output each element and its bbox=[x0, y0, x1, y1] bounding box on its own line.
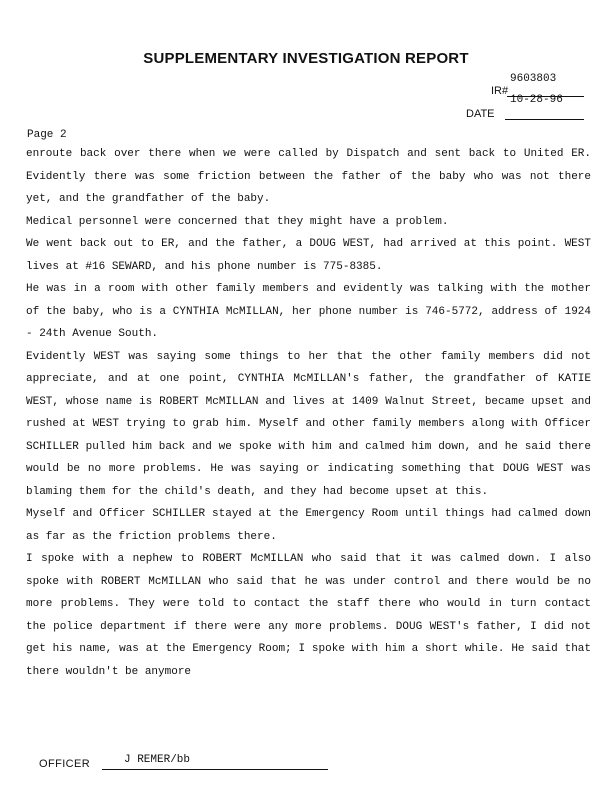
report-title: SUPPLEMENTARY INVESTIGATION REPORT bbox=[143, 50, 469, 67]
case-number: 9603803 bbox=[510, 73, 557, 85]
paragraph: He was in a room with other family members and evidently was talking with the mother of the baby, who is a CYNTHIA McMILLAN, her phone number is 746-5772, address of 1924 - 24th Avenue South. bbox=[26, 283, 591, 340]
date-label: DATE bbox=[466, 108, 495, 120]
paragraph: Medical personnel were concerned that they might have a problem. bbox=[26, 215, 449, 228]
report-body bbox=[26, 143, 591, 683]
ir-label: IR# bbox=[491, 85, 509, 97]
paragraph: We went back out to ER, and the father, a DOUG WEST, had arrived at this point. WEST lives at #16 SEWARD, and his phone number is 775-8385. bbox=[26, 238, 591, 273]
paragraph: Myself and Officer SCHILLER stayed at the Emergency Room until things had calmed down as far as the friction problems there. bbox=[26, 508, 591, 543]
paragraph: enroute back over there when we were called by Dispatch and sent back to United ER. Evidently there was some friction between the father of the baby who was not there yet, and the grandfather of the baby. bbox=[26, 148, 591, 205]
officer-name: J REMER/bb bbox=[124, 754, 191, 766]
paragraph: Evidently WEST was saying some things to her that the other family members did not appreciate, and at one point, CYNTHIA McMILLAN's father, the grandfather of KATIE WEST, whose name is ROBERT McMILLAN and lives at 1409 Walnut Street, became upset and rushed at WEST trying to grab him. Myself and other family members along with Officer SCHILLER pulled him back and we spoke with him and calmed him down, and he said there would be no more problems. He was saying or indicating something that DOUG WEST was blaming them for the child's death, and they had become upset at this. bbox=[26, 350, 591, 498]
report-date: 10-28-96 bbox=[510, 94, 563, 106]
paragraph: I spoke with a nephew to ROBERT McMILLAN who said that it was calmed down. I also spoke with ROBERT McMILLAN who said that he was under control and there would be no more problems. They were told to contact the staff there who would in turn contact the police department if there were any more problems. DOUG WEST's father, I did not get his name, was at the Emergency Room; I spoke with him a short while. He said that there wouldn't be anymore bbox=[26, 553, 591, 678]
page-number: Page 2 bbox=[27, 129, 67, 141]
officer-underline bbox=[102, 769, 328, 770]
date-underline bbox=[505, 119, 584, 120]
officer-label: OFFICER bbox=[39, 758, 91, 770]
